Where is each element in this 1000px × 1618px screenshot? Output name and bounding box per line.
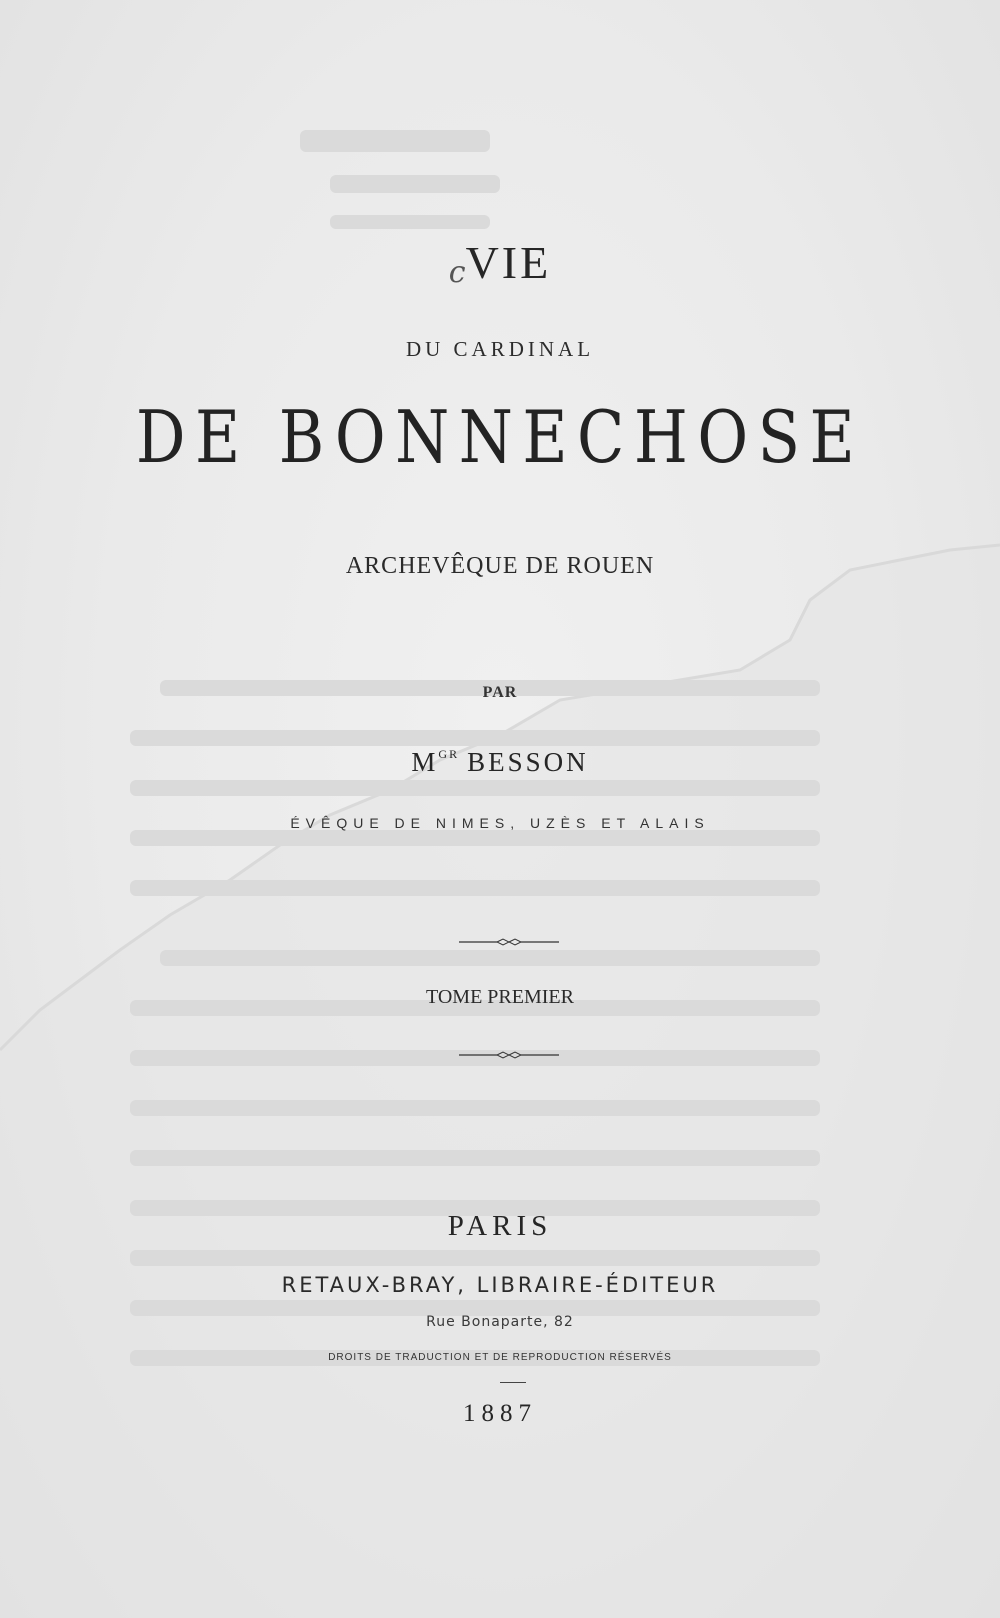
publisher-address: Rue Bonaparte, 82 bbox=[426, 1314, 574, 1330]
handwritten-mark: c bbox=[448, 255, 466, 290]
author-title: ÉVÊQUE DE NIMES, UZÈS ET ALAIS bbox=[290, 815, 710, 831]
author-name: BESSON bbox=[467, 747, 589, 777]
volume-label: TOME PREMIER bbox=[426, 986, 574, 1008]
ornament-rule-bottom bbox=[459, 1049, 559, 1061]
title-vie bbox=[0, 236, 1000, 289]
subtitle-archbishop: ARCHEVÊQUE DE ROUEN bbox=[345, 553, 655, 579]
city: PARIS bbox=[447, 1210, 553, 1242]
by-label: PAR bbox=[482, 684, 518, 701]
ornament-rule-top bbox=[459, 936, 559, 948]
title-name: DE BONNECHOSE bbox=[135, 395, 865, 479]
author-line bbox=[0, 747, 1000, 778]
rights-notice: DROITS DE TRADUCTION ET DE REPRODUCTION RÉSERVÉS bbox=[328, 1352, 672, 1363]
publisher: RETAUX-BRAY, LIBRAIRE-ÉDITEUR bbox=[281, 1273, 719, 1297]
title-vie-text: VIE bbox=[465, 237, 552, 288]
author-honorific-superscript: GR bbox=[438, 747, 460, 761]
title-du-cardinal: DU CARDINAL bbox=[405, 337, 595, 361]
author-honorific: M bbox=[411, 747, 439, 777]
publication-year: 1887 bbox=[463, 1400, 537, 1427]
divider-rule bbox=[500, 1382, 526, 1383]
